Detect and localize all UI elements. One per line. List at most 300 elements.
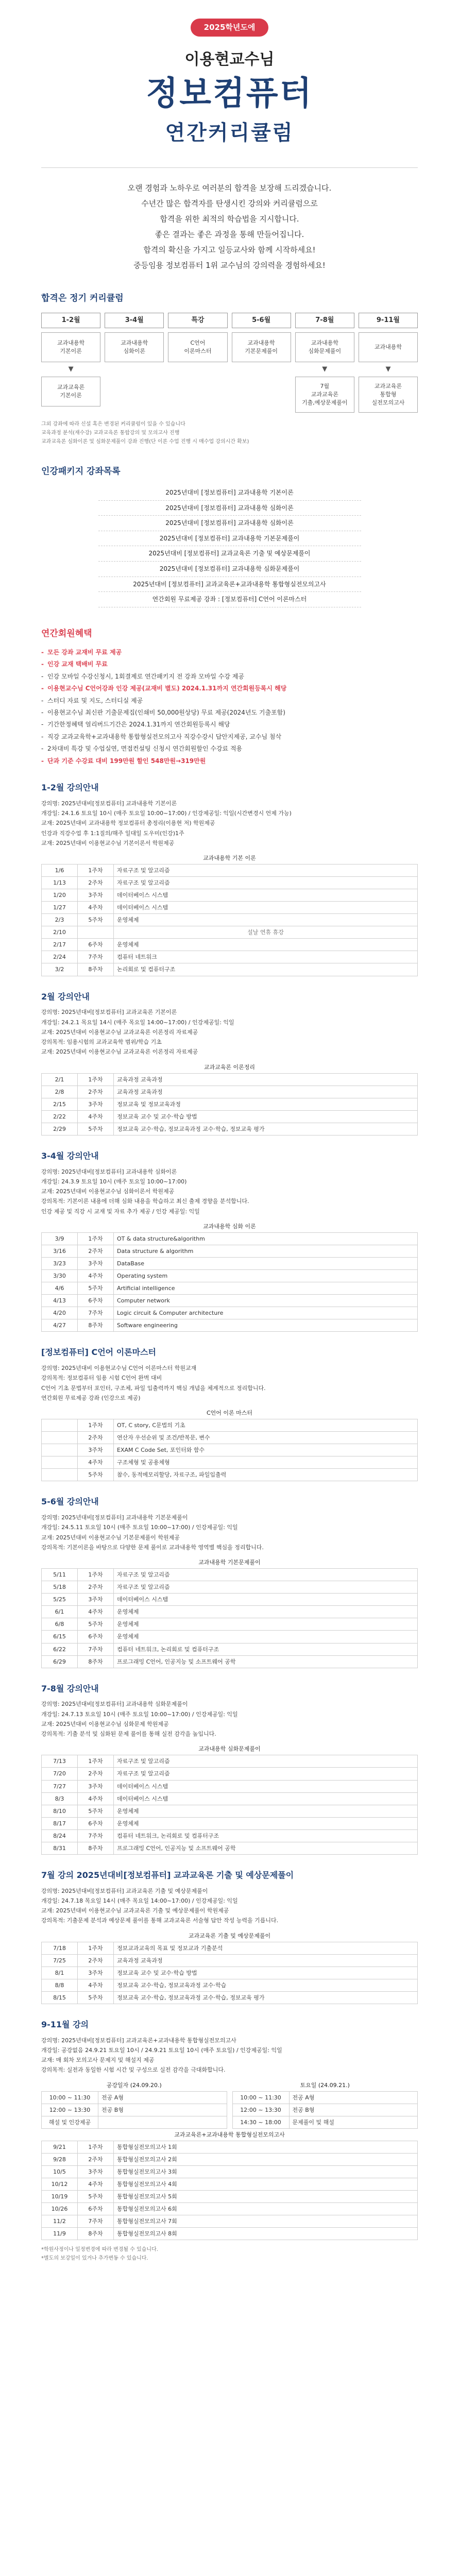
table-cell: Logic circuit & Computer architecture [114, 1307, 418, 1319]
course-section [41, 991, 418, 1136]
table-cell: 6주차 [78, 1817, 114, 1829]
table-cell: 4주차 [78, 1792, 114, 1805]
table-cell: 2/3 [42, 914, 78, 926]
arrow-down-icon: ▼ [68, 365, 74, 373]
course-info-line: 강의목적: 임용시험의 교과교육학 범위/학습 기초 [41, 1039, 162, 1046]
table-cell: 6주차 [78, 2203, 114, 2215]
table-row [42, 1606, 418, 1618]
course-title: 9-11월 강의 [41, 2019, 89, 2029]
arrow-down-icon [232, 366, 291, 372]
benefit-item: - 스터디 자료 및 지도, 스터디실 제공 [41, 695, 418, 707]
flow-box: 교과내용학 [359, 332, 418, 362]
flow-note-line: 교육과정 분석(재수강) 교과교육론 통합강의 및 모의고사 진행 [41, 430, 180, 436]
table-cell: Operating system [114, 1270, 418, 1282]
table-cell: 7주차 [78, 2215, 114, 2228]
table-cell: 7주차 [78, 1829, 114, 1842]
arrow-down-icon [168, 366, 227, 372]
table-cell: 2주차 [78, 1954, 114, 1967]
flow-column [232, 313, 291, 413]
table-row [42, 1469, 418, 1481]
table-cell [78, 926, 114, 939]
flow-section-title: 합격은 정기 커리큘럼 [41, 293, 124, 304]
table-row [232, 2104, 418, 2116]
table-cell: 2/8 [42, 1086, 78, 1098]
table-cell: 8/1 [42, 1967, 78, 1979]
course-info [41, 2036, 418, 2075]
table-cell: 7/25 [42, 1954, 78, 1967]
table-cell: 프로그래밍 C언어, 인공지능 및 소프트웨어 공학 [114, 1842, 418, 1854]
year-badge: 2025학년도에 [191, 19, 269, 37]
table-row [42, 1432, 418, 1444]
flow-box: 교과교육론 통합형 실전모의고사 [359, 377, 418, 413]
flow-column [105, 313, 164, 413]
table-cell: 전공 A형 [98, 2091, 227, 2104]
flow-box: C언어 이론마스터 [168, 332, 227, 362]
course-info-line: 개강일: 24.1.6 토요일 10시 (매주 토요일 10:00~17:00) / 인강제공일: 익일(시간변경시 언제 가능) [41, 810, 292, 817]
flow-column-head: 5-6월 [232, 313, 291, 328]
table-cell: 6주차 [78, 1631, 114, 1643]
course-section [41, 1683, 418, 1855]
table-row [42, 1643, 418, 1655]
course-info-line: 교재: 2025년대비 교과내용학 정보컴퓨터 총정리(이용현 저) 학원제공 [41, 820, 215, 827]
table-cell: 데이터베이스 시스템 [114, 1780, 418, 1792]
table-cell: 1주차 [78, 2141, 114, 2153]
table-row [42, 1842, 418, 1854]
table-cell: 3/9 [42, 1232, 78, 1245]
table-cell: 1주차 [78, 1419, 114, 1432]
table-cell: 2/22 [42, 1110, 78, 1123]
schedule-table-title: 교과내용학 심화 이론 [203, 1223, 256, 1230]
benefits-list [41, 647, 418, 767]
course-info [41, 1699, 418, 1739]
online-course-item: 2025년대비 [정보컴퓨터] 교과내용학 심화이론 [98, 516, 361, 531]
course-info-line: 강의목적: 실전과 동일한 시험 시간 및 구성으로 실전 감각을 극대화합니다. [41, 2066, 226, 2074]
table-row [42, 1991, 418, 2004]
table-cell: 구조체형 및 공용체형 [114, 1456, 418, 1469]
course-info-line: 개강일: 24.7.13 토요일 10시 (매주 토요일 10:00~17:00) / 인강제공일: 익일 [41, 1710, 238, 1718]
table-cell: 8/10 [42, 1805, 78, 1817]
footer-note-line: *별도의 보강일이 있거나 추가변동 수 있습니다. [41, 2256, 148, 2262]
table-row [42, 1419, 418, 1432]
benefit-item: - 기간한정혜택 얼리버드기간은 2024.1.31까지 연간회원등록시 해당 [41, 719, 418, 731]
table-cell: 운영체제 [114, 1631, 418, 1643]
table-cell: 5주차 [78, 914, 114, 926]
exam-time-table [41, 2079, 227, 2129]
course-section [41, 1150, 418, 1332]
intro-line: 좋은 결과는 좋은 과정을 통해 만들어집니다. [155, 230, 304, 240]
table-cell: 자료구조 및 알고리즘 [114, 865, 418, 877]
table-cell: 자료구조 및 알고리즘 [114, 1755, 418, 1768]
table-cell: 2주차 [78, 1432, 114, 1444]
table-cell: 7/27 [42, 1780, 78, 1792]
flow-column-head: 3-4월 [105, 313, 164, 328]
table-row [42, 1942, 418, 1954]
flow-notes [41, 420, 418, 446]
table-cell: 정보교육 교수·학습, 정보교육과정 교수·학습, 정보교육 평가 [114, 1123, 418, 1135]
table-cell: EXAM C Code Set, 포인터와 함수 [114, 1444, 418, 1456]
table-cell: 1주차 [78, 1942, 114, 1954]
table-row [42, 2104, 227, 2116]
table-cell: Software engineering [114, 1319, 418, 1332]
table-row [42, 1954, 418, 1967]
table-cell: 데이터베이스 시스템 [114, 889, 418, 902]
table-row [42, 2091, 227, 2104]
table-cell: 데이터베이스 시스템 [114, 1594, 418, 1606]
exam-time-table [232, 2079, 418, 2129]
course-info-line: 개강일: 24.7.18 목요일 14시 (매주 목요일 14:00~17:00) / 인강제공일: 익일 [41, 1897, 238, 1904]
table-cell: 통합형실전모의고사 8회 [114, 2228, 418, 2240]
course-info-line: 연간회원 무료제공 강좌 (인강으로 제공) [41, 1394, 141, 1401]
flow-note-line: 그외 강좌에 따라 신설 혹은 변경된 커리큘럼이 있을 수 있습니다 [41, 421, 185, 427]
table-cell: 7/20 [42, 1768, 78, 1780]
table-cell: 11/2 [42, 2215, 78, 2228]
table-cell: 3/16 [42, 1245, 78, 1257]
table-cell: 자료구조 및 알고리즘 [114, 877, 418, 889]
online-course-item: 2025년대비 [정보컴퓨터] 교과교육론+교과내용학 통합형실전모의고사 [98, 577, 361, 592]
table-row [42, 2166, 418, 2178]
course-info [41, 1513, 418, 1552]
table-cell: 1주차 [78, 865, 114, 877]
benefit-item: - 이용현교수님 최신판 기출문제집(인쇄비 50,000원상당) 무료 제공(2024년도 기출포함) [41, 707, 418, 719]
table-cell: 6/22 [42, 1643, 78, 1655]
course-info-line: 교재: 2025년대비 이용현교수님 교과교육론 이론정리 자료제공 [41, 1048, 198, 1056]
table-cell: 정보교육 교수·학습, 정보교육과정 교수·학습 [114, 1979, 418, 1991]
flow-box: 교과교육론 기본이론 [41, 377, 100, 406]
course-info-line: 개강일: 공강없음 24.9.21 토요일 10시 / 24.9.21 토요일 10시 (매주 토요일) / 인강제공일: 익일 [41, 2046, 282, 2054]
table-cell: 2주차 [78, 877, 114, 889]
table-row [42, 1295, 418, 1307]
course-info-line: 교재: 2025년대비 이용현교수님 기본이론서 학원제공 [41, 839, 175, 846]
table-cell: 10/5 [42, 2166, 78, 2178]
table-row [42, 926, 418, 939]
table-cell: 10/19 [42, 2191, 78, 2203]
table-row [42, 1967, 418, 1979]
table-row [42, 1319, 418, 1332]
course-info-line: 개강일: 24.2.1 목요일 14시 (매주 목요일 14:00~17:00) / 인강제공일: 익일 [41, 1019, 234, 1026]
table-cell: 7/13 [42, 1755, 78, 1768]
table-row [42, 1618, 418, 1631]
course-info-line: 인강 제공 및 직강 시 교재 및 자료 추가 제공 / 인강 제공일: 익일 [41, 1208, 200, 1215]
table-row [42, 1232, 418, 1245]
table-cell: 3주차 [78, 1780, 114, 1792]
table-cell: 5주차 [78, 1123, 114, 1135]
table-cell: 3/2 [42, 963, 78, 976]
table-cell: 교육과정 교육과정 [114, 1073, 418, 1086]
course-title: 2월 강의안내 [41, 991, 90, 1002]
table-row [42, 2178, 418, 2191]
course-info-line: 교재: 매 회차 모의고사 문제지 및 해설지 제공 [41, 2057, 155, 2064]
table-cell: 통합형실전모의고사 4회 [114, 2178, 418, 2191]
online-course-item: 2025년대비 [정보컴퓨터] 교과내용학 심화문제풀이 [98, 562, 361, 577]
table-cell: 자료구조 및 알고리즘 [114, 1768, 418, 1780]
course-info-line: 교재: 2025년대비 이용현교수님 기본문제풀이 학원제공 [41, 1534, 180, 1541]
schedule-table [41, 2129, 418, 2240]
table-cell: 통합형실전모의고사 5회 [114, 2191, 418, 2203]
course-info-line: 강의목적: 정보컴퓨터 임용 시험 C언어 완벽 대비 [41, 1375, 162, 1382]
table-cell: 4주차 [78, 1979, 114, 1991]
table-cell: 3/30 [42, 1270, 78, 1282]
table-cell: 6주차 [78, 939, 114, 951]
exam-time-table-title: 공강일자 (24.09.20.) [106, 2081, 162, 2089]
table-cell: Artificial intelligence [114, 1282, 418, 1295]
intro-line: 합격의 확신을 가지고 일등교사와 함께 시작하세요! [143, 245, 316, 255]
table-cell: OT & data structure&algorithm [114, 1232, 418, 1245]
table-row [42, 1444, 418, 1456]
table-cell: 11/9 [42, 2228, 78, 2240]
table-cell: 8주차 [78, 963, 114, 976]
table-cell: 3주차 [78, 1098, 114, 1110]
benefit-item: - 이용현교수님 C언어강좌 인강 제공(교재비 별도) 2024.1.31까지 연간회원등록시 해당 [41, 683, 418, 694]
table-cell: 10/12 [42, 2178, 78, 2191]
table-cell: 4/20 [42, 1307, 78, 1319]
schedule-table [41, 852, 418, 976]
course-title: [정보컴퓨터] C언어 이론마스터 [41, 1347, 156, 1358]
table-cell: 6/8 [42, 1618, 78, 1631]
flow-box: 교과내용학 기본이론 [41, 332, 100, 362]
flow-note-line: 교과교육론 심화이론 및 심화문제풀이 강좌 진행(단 이론 수업 진행 시 매수업 강의시간 확보) [41, 438, 249, 445]
table-cell: 10:00 ~ 11:30 [232, 2091, 289, 2104]
table-row [42, 1829, 418, 1842]
table-cell: 통합형실전모의고사 3회 [114, 2166, 418, 2178]
course-info-line: 강의명: 2025년대비[정보컴퓨터] 교과교육론+교과내용학 통합형실전모의고사 [41, 2037, 236, 2044]
online-course-item: 2025년대비 [정보컴퓨터] 교과내용학 기본이론 [98, 485, 361, 501]
table-cell: 컴퓨터 네트워크, 논리회로 및 컴퓨터구조 [114, 1829, 418, 1842]
table-cell: 3주차 [78, 889, 114, 902]
course-info-line: 강의명: 2025년대비[정보컴퓨터] 교과교육론 기본이론 [41, 1009, 177, 1016]
table-cell: 3주차 [78, 1258, 114, 1270]
table-row [42, 1270, 418, 1282]
course-info-line: 강의목적: 기본이론 내용에 더해 심화 내용을 학습하고 최신 출제 경향을 분석합니다. [41, 1198, 249, 1205]
table-cell: 정보교육 및 정보교육과정 [114, 1098, 418, 1110]
table-cell: 3주차 [78, 1594, 114, 1606]
schedule-table [41, 1061, 418, 1136]
table-cell: 12:00 ~ 13:30 [42, 2104, 98, 2116]
table-cell: 2주차 [78, 2153, 114, 2165]
table-cell: 8/3 [42, 1792, 78, 1805]
table-cell: 자료구조 및 알고리즘 [114, 1569, 418, 1581]
table-row [42, 914, 418, 926]
table-row [42, 1245, 418, 1257]
footer-note-line: *학원사정이나 일정변경에 따라 변경될 수 있습니다. [41, 2247, 158, 2253]
arrow-down-icon [105, 366, 164, 372]
schedule-table-title: 교과내용학 기본 이론 [203, 855, 256, 862]
table-row [42, 1631, 418, 1643]
table-cell: 2/29 [42, 1123, 78, 1135]
table-cell: 컴퓨터 네트워크 [114, 951, 418, 963]
table-cell: 1주차 [78, 1569, 114, 1581]
table-cell: 7주차 [78, 1307, 114, 1319]
table-cell: 3주차 [78, 1444, 114, 1456]
table-cell: 1/27 [42, 902, 78, 914]
course-info-line: 인강과 직강수업 후 1:1질의/해주 일대일 도우미(인강)1주 [41, 829, 184, 837]
online-course-list [98, 485, 361, 607]
course-info [41, 799, 418, 848]
table-row [42, 1258, 418, 1270]
course-title: 3-4월 강의안내 [41, 1150, 99, 1161]
table-cell: 자료구조 및 알고리즘 [114, 1581, 418, 1594]
flow-column [359, 313, 418, 413]
schedule-table-title: 교과교육론 기출 및 예상문제풀이 [188, 1932, 271, 1939]
table-cell [42, 1444, 78, 1456]
table-cell: 4주차 [78, 1110, 114, 1123]
table-row [42, 1110, 418, 1123]
course-info-line: C언어 기초 문법부터 포인터, 구조체, 파일 입출력까지 핵심 개념을 체계적으로 정리합니다. [41, 1384, 266, 1392]
table-row [42, 1098, 418, 1110]
course-title: 7월 강의 2025년대비[정보컴퓨터] 교과교육론 기출 및 예상문제풀이 [41, 1870, 294, 1880]
benefit-item: - 인강 모바일 수강신청시, 1회결제로 연간패키지 전 강좌 모바일 수강 제공 [41, 671, 418, 683]
table-row [232, 2116, 418, 2128]
table-cell: 12:00 ~ 13:30 [232, 2104, 289, 2116]
table-cell: 5주차 [78, 1618, 114, 1631]
course-section [41, 782, 418, 976]
table-row [42, 1805, 418, 1817]
table-cell: 6/15 [42, 1631, 78, 1643]
table-cell: 1/6 [42, 865, 78, 877]
course-info-line: 강의목적: 기출 분석 및 심화된 문제 풀이를 통해 실전 감각을 높입니다. [41, 1731, 216, 1738]
table-cell: 통합형실전모의고사 6회 [114, 2203, 418, 2215]
intro-line: 합격을 위한 최적의 학습법을 지시합니다. [160, 214, 299, 224]
table-cell: 5주차 [78, 1805, 114, 1817]
table-cell: 운영체제 [114, 939, 418, 951]
table-cell: 정보교육 교수 및 교수·학습 방법 [114, 1110, 418, 1123]
flow-box: 교과내용학 심화문제풀이 [295, 332, 354, 362]
schedule-table-title: 교과내용학 기본문제풀이 [198, 1559, 261, 1566]
page-subtitle: 연간커리큘럼 [165, 121, 294, 145]
table-cell: 4/6 [42, 1282, 78, 1295]
exam-time-table-title: 토요일 (24.09.21.) [300, 2081, 350, 2089]
course-info-line: 강의명: 2025년대비[정보컴퓨터] 교과내용학 심화문제풀이 [41, 1701, 188, 1708]
course-info-line: 강의명: 2025년대비[정보컴퓨터] 교과내용학 기본이론 [41, 800, 177, 807]
course-title: 1-2월 강의안내 [41, 782, 99, 792]
intro-line: 중등임용 정보컴퓨터 1위 교수님의 강의력을 경험하세요! [133, 261, 326, 270]
online-course-item: 연간회원 무료제공 강좌 : [정보컴퓨터] C언어 이론마스터 [98, 592, 361, 607]
table-row [42, 1456, 418, 1469]
table-row [42, 2203, 418, 2215]
table-cell: 8주차 [78, 1655, 114, 1668]
table-cell: 4주차 [78, 1270, 114, 1282]
flow-column [295, 313, 354, 413]
table-cell: 5/25 [42, 1594, 78, 1606]
course-info-line: 강의명: 2025년대비[정보컴퓨터] 교과내용학 심화이론 [41, 1168, 177, 1175]
table-cell: 전공 A형 [289, 2091, 418, 2104]
table-row [42, 2153, 418, 2165]
table-cell: 5주차 [78, 1991, 114, 2004]
table-row [42, 1768, 418, 1780]
flow-column-head: 7-8월 [295, 313, 354, 328]
table-cell: 1/13 [42, 877, 78, 889]
table-row [42, 1307, 418, 1319]
table-cell: 데이터베이스 시스템 [114, 1792, 418, 1805]
table-cell: 7주차 [78, 1643, 114, 1655]
table-cell: 2/17 [42, 939, 78, 951]
table-cell: 3주차 [78, 1967, 114, 1979]
course-info-line: 강의목적: 기본이론을 바탕으로 다양한 문제 풀이로 교과내용학 영역별 핵심을 정리합니다. [41, 1544, 264, 1551]
table-row [42, 2215, 418, 2228]
table-cell: 운영체제 [114, 1817, 418, 1829]
table-cell: 2/15 [42, 1098, 78, 1110]
table-cell: 운영체제 [114, 1606, 418, 1618]
course-info-line: 강의명: 2025년대비[정보컴퓨터] 교과교육론 기출 및 예상문제풀이 [41, 1887, 208, 1894]
online-course-item: 2025년대비 [정보컴퓨터] 교과내용학 기본문제풀이 [98, 531, 361, 547]
flow-box: 교과내용학 기본문제풀이 [232, 332, 291, 362]
table-row [42, 1581, 418, 1594]
divider [41, 167, 418, 168]
benefit-item: - 단과 기준 수강료 대비 199만원 할인 548만원→319만원 [41, 755, 418, 767]
table-cell: 참수, 동적메모리할당, 자료구조, 파일입출력 [114, 1469, 418, 1481]
benefit-item: - 직강 교과교육학+교과내용학 통합형실전모의고사 직강수강시 답안지제공, 교수님 첨삭 [41, 731, 418, 743]
table-row [42, 951, 418, 963]
schedule-table-title: 교과교육론 이론정리 [203, 1063, 256, 1071]
table-cell: 2/10 [42, 926, 78, 939]
instructor-name: 이용현교수님 [184, 50, 275, 69]
table-row [42, 1123, 418, 1135]
course-title: 7-8월 강의안내 [41, 1683, 99, 1693]
table-cell: 1주차 [78, 1755, 114, 1768]
table-cell: 5주차 [78, 1469, 114, 1481]
curriculum-flow [41, 313, 418, 413]
flow-box: 교과내용학 심화이론 [105, 332, 164, 362]
table-cell: 2주차 [78, 1245, 114, 1257]
schedule-table [41, 1743, 418, 1854]
table-cell: 10:00 ~ 11:30 [42, 2091, 98, 2104]
course-info-line: 교재: 2025년대비 이용현교수님 교과교육론 이론정리 자료제공 [41, 1028, 198, 1036]
schedule-table [41, 1930, 418, 2004]
table-row [42, 1073, 418, 1086]
table-row [42, 1780, 418, 1792]
table-row [42, 1282, 418, 1295]
table-cell: 14:30 ~ 18:00 [232, 2116, 289, 2128]
table-row [42, 2141, 418, 2153]
course-info-line: 교재: 2025년대비 이용현교수님 심화이론서 학원제공 [41, 1188, 175, 1195]
table-cell: 9/28 [42, 2153, 78, 2165]
table-cell: 연산자 우선순위 및 조건/반복문, 변수 [114, 1432, 418, 1444]
table-row [42, 889, 418, 902]
table-row [42, 1594, 418, 1606]
benefits-title: 연간회원혜택 [41, 628, 92, 639]
schedule-table [41, 1221, 418, 1332]
table-cell: 10/26 [42, 2203, 78, 2215]
course-section [41, 1346, 418, 1481]
table-cell: DataBase [114, 1258, 418, 1270]
table-cell: 8/15 [42, 1991, 78, 2004]
table-cell: 운영체제 [114, 914, 418, 926]
intro-line: 오랜 경험과 노하우로 여러분의 합격을 보장해 드리겠습니다. [127, 183, 332, 193]
table-row [232, 2091, 418, 2104]
schedule-table-title: 교과내용학 심화문제풀이 [198, 1745, 261, 1753]
table-cell: 8/8 [42, 1979, 78, 1991]
table-cell: 통합형실전모의고사 1회 [114, 2141, 418, 2153]
table-cell: 6주차 [78, 1295, 114, 1307]
course-info [41, 1363, 418, 1403]
table-cell: 1/20 [42, 889, 78, 902]
table-cell [42, 1419, 78, 1432]
table-row [42, 2116, 227, 2128]
table-cell: 9/21 [42, 2141, 78, 2153]
online-course-item: 2025년대비 [정보컴퓨터] 교과교육론 기출 및 예상문제풀이 [98, 546, 361, 562]
header [41, 19, 418, 149]
intro-text [41, 180, 418, 273]
table-cell: 1주차 [78, 1232, 114, 1245]
course-info-line: 강의명: 2025년대비[정보컴퓨터] 교과내용학 기본문제풀이 [41, 1514, 188, 1521]
table-row [42, 2228, 418, 2240]
flow-column [41, 313, 100, 413]
table-cell: 문제풀이 및 해설 [289, 2116, 418, 2128]
table-cell: 4주차 [78, 902, 114, 914]
table-row [42, 865, 418, 877]
course-section [41, 1869, 418, 2004]
table-cell: 3/23 [42, 1258, 78, 1270]
course-info-line: 강의명: 2025년대비 이용현교수님 C언어 이론마스터 학원교재 [41, 1365, 197, 1372]
